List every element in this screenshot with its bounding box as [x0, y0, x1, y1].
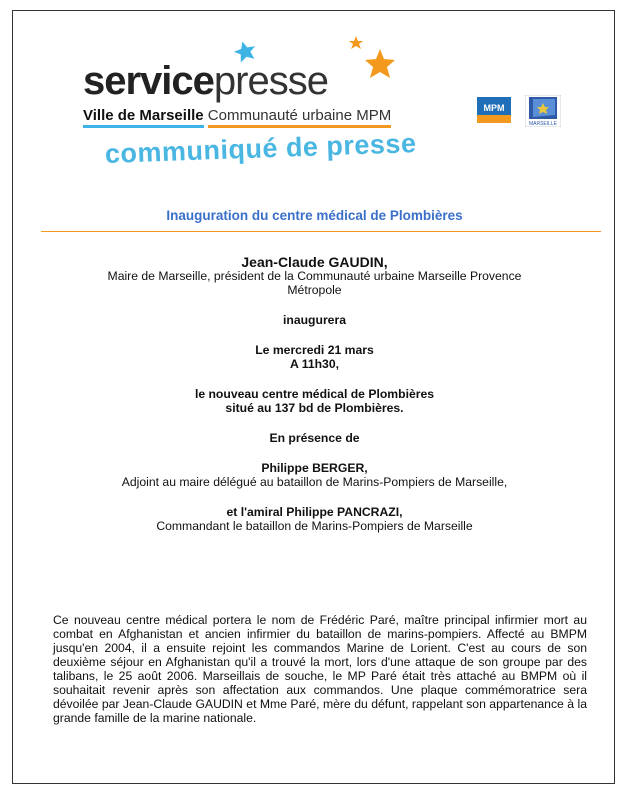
event-time: A 11h30, — [289, 357, 339, 371]
body-paragraph: Ce nouveau centre médical portera le nom de Frédéric Paré, maître principal infirmier mort au combat en Afghanistan et ancien infirmier du bataillon de marins-pompiers. Affecté au BMPM jusqu'en 2004, il a ensuite rejoint les commandos Marine de Lorient. C'est au cours de son deuxième séjour en Afghanistan qu'il a trouvé la mort, lors d'une attaque de son groupe par des talibans, le 25 août 2006. Marseillais de souche, le MP Paré était très attaché au BMPM où il souhaitait revenir après son affectation aux commandos. Une plaque commémoratrice sera dévoilée par Jean-Claude GAUDIN et Mme Paré, mère du défunt, rappelant son appartenance à la grande famille de la marine nationale. — [53, 613, 587, 725]
community-label: Communauté urbaine MPM — [208, 107, 391, 128]
large-orange-star-icon — [365, 49, 395, 78]
tagline: communiqué de presse — [104, 128, 417, 169]
verb: inaugurera — [283, 313, 346, 327]
guest2-role: Commandant le bataillon de Marins-Pompiers de Marseille — [156, 519, 473, 533]
subject-line-2: situé au 137 bd de Plombières. — [225, 401, 404, 415]
city-label: Ville de Marseille — [83, 107, 204, 128]
brand-subtitle — [83, 107, 391, 124]
presence-label: En présence de — [269, 431, 360, 445]
mpm-logo-text: MPM — [483, 103, 505, 113]
subject-line-1: le nouveau centre médical de Plombières — [194, 387, 435, 401]
marseille-logo — [525, 95, 561, 127]
headline: Inauguration du centre médical de Plombières — [166, 208, 463, 223]
brand-light: presse — [213, 59, 328, 103]
event-date: Le mercredi 21 mars — [255, 343, 374, 357]
press-release-page — [12, 10, 615, 784]
announcement-block — [53, 255, 576, 533]
host-role: Maire de Marseille, président de la Communauté urbaine Marseille Provence Métropole — [107, 269, 522, 297]
brand-logo — [83, 61, 328, 101]
divider — [41, 231, 601, 232]
guest1-role: Adjoint au maire délégué au bataillon de Marins-Pompiers de Marseille, — [121, 475, 508, 489]
brand-bold: service — [83, 59, 214, 103]
guest1-name: Philippe BERGER, — [261, 461, 368, 475]
small-orange-star-icon — [349, 36, 363, 49]
mpm-logo — [477, 97, 511, 123]
guest2-name: et l'amiral Philippe PANCRAZI, — [226, 505, 403, 519]
host-name: Jean-Claude GAUDIN, — [241, 254, 388, 270]
marseille-logo-text: MARSEILLE — [528, 121, 558, 127]
